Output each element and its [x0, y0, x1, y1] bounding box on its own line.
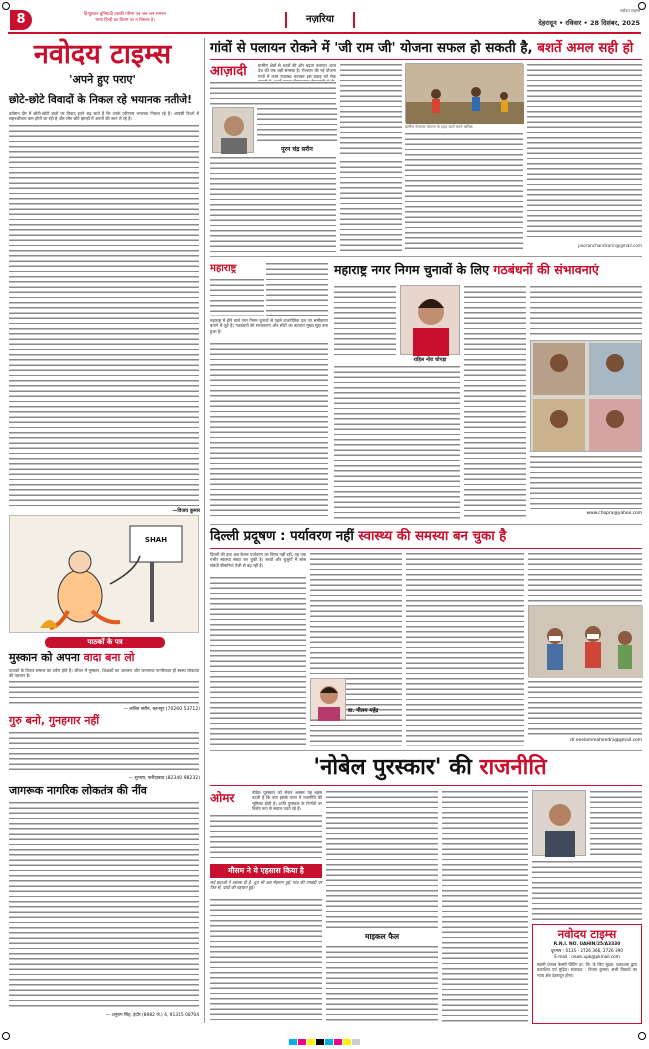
maha-photo-grid: [530, 340, 642, 452]
lead-col-1b: [257, 107, 337, 143]
delhi-photo-scene: [529, 606, 643, 678]
maha-email: www.chopra@yahoo.com: [586, 511, 642, 516]
color-swatch: [316, 1039, 324, 1045]
nobel-col-4a: [590, 790, 642, 856]
delhi-email: dr.neelammahendra@gmail.com: [570, 738, 642, 743]
column-divider: [204, 38, 205, 1023]
nobel-photo: [532, 790, 586, 856]
letter-1-byline: — ललित सरीन, कानपुर (70260 53712): [123, 707, 200, 712]
color-swatch: [298, 1039, 306, 1045]
lead-photo-caption: ग्रामीण रोजगार योजना के तहत कार्य करते श्रमिक: [405, 124, 473, 129]
imprint-rni: R.N.I. NO. UAHIN/25/A3330: [553, 942, 621, 947]
nobel-col-4b: [532, 860, 642, 920]
delhi-title: [210, 528, 642, 546]
paper-name-small: नवोदय टाइम्स: [619, 8, 640, 13]
letter-2-title: गुरु बनो, गुनहगार नहीं: [9, 714, 100, 727]
delhi-title-highlight: स्वास्थ्य की समस्या बन चुका है: [358, 529, 507, 544]
imprint-box: [532, 924, 642, 1024]
letters-section-label: पाठकों के पत्र: [45, 637, 165, 648]
poem-title: मौसम ने ये एहसास किया है: [210, 864, 322, 878]
nobel-intro: नोबेल पुरस्कार को लेकर अक्सर यह बहस उठती है कि क्या इसके चयन में राजनीति की भूमिका होती है। शांति पुरस्कार के निर्णयों पर विशेष रूप से सवाल उठते रहे हैं।: [252, 790, 322, 811]
maha-col-1b: [210, 278, 264, 316]
lead-photo: [405, 63, 523, 123]
author-portrait: [401, 286, 461, 356]
delhi-col-3: [406, 552, 524, 746]
nobel-title-text: 'नोबेल पुरस्कार' की राजनीति: [313, 755, 547, 780]
editorial-cartoon: [9, 515, 199, 633]
lead-col-3: [405, 132, 523, 252]
maha-title: [334, 262, 642, 278]
imprint-details: स्वामी पंजाब केसरी प्रिंटिंग प्रा. लि. के लिए मुद्रक, प्रकाशक द्वारा प्रकाशित एवं मुद्रित। संपादक : विजय कुमार। सभी विवादों का न्याय क्षेत्र देहरादून होगा।: [537, 962, 637, 978]
letter-3-byline: — अनुराग सिंह, इंदौर (8982 जे.) 4, 91315 08704: [105, 1013, 199, 1018]
delhi-col-4b: [528, 680, 642, 736]
lead-author: पूरन चंद्र सरीन: [281, 146, 313, 153]
maha-col-1a: [266, 262, 328, 316]
letter-2-byline: — सुभाष, फरीदाबाद (82340 98232): [128, 776, 200, 781]
tagline-line-1: हिन्दुस्तान बुनियादी उसकी गरिमा एवं जन-जन सम्मान: [83, 12, 167, 17]
lead-intro: ग्रामीण क्षेत्रों से शहरों की ओर बढ़ता पलायन आज देश की एक बड़ी समस्या है। रोजगार की नई योजना गांवों में काम उपलब्ध कराकर इस प्रवाह को रोक: [258, 63, 336, 79]
letter-1-title: [9, 651, 199, 665]
delhi-title-text: दिल्ली प्रदूषण : पर्यावरण नहीं स्वास्थ्य की समस्या बन चुका है: [210, 529, 507, 544]
lead-col-1a: [210, 81, 336, 105]
author-portrait: [311, 679, 347, 721]
lead-col-1c: [210, 156, 336, 252]
lead-title-rule: [210, 59, 642, 60]
poem-lines: [210, 898, 322, 1023]
nobel-kicker: ओमर: [210, 791, 235, 805]
lead-title-text: गांवों से पलायन रोकने में 'जी राम जी' योजना सफल हो सकती है, बशर्ते अमल सही हो: [210, 41, 634, 56]
editorial-text-block: [9, 124, 199, 507]
masthead-tagline: [40, 12, 210, 24]
lead-photo-scene: [406, 64, 524, 124]
maha-col-2b: [334, 365, 460, 520]
imprint-brand: नवोदय टाइम्स: [557, 927, 617, 941]
color-swatch: [352, 1039, 360, 1045]
letter-3-text: [9, 801, 199, 1010]
section-label: [285, 12, 355, 28]
color-swatch: [343, 1039, 351, 1045]
letter-2-text: [9, 731, 199, 773]
nobel-portrait: [533, 791, 587, 857]
color-swatch: [334, 1039, 342, 1045]
section-rule: [210, 256, 642, 257]
masthead-rule: [8, 32, 641, 34]
maha-col-2: [334, 285, 396, 355]
lead-col-4: [527, 63, 642, 239]
editorial-byline: —विजय कुमार: [172, 508, 200, 514]
maha-kicker: महाराष्ट्र: [210, 263, 237, 274]
editorial-title: छोटे-छोटे विवादों के निकल रहे भयानक नतीजे!: [9, 94, 192, 106]
nobel-col-1a: [210, 814, 322, 862]
maha-col-1c: [210, 342, 328, 520]
letter-1-title-highlight: वादा बना लो: [83, 651, 135, 664]
maha-col-4a: [530, 285, 642, 337]
delhi-photo: [528, 605, 642, 677]
delhi-author: डा. नीलम महेंद्र: [348, 708, 379, 714]
nobel-title-highlight: राजनीति: [479, 755, 547, 780]
nobel-col-3: [442, 790, 528, 1023]
lead-kicker: आज़ादी: [210, 64, 247, 79]
nobel-title-rule: [210, 785, 642, 786]
letter-1-title-text: मुस्कान को अपना वादा बना लो: [9, 651, 135, 664]
lead-title-highlight: बशर्ते अमल सही हो: [537, 41, 634, 56]
maha-intro: महाराष्ट्र में होने वाले नगर निगम चुनावों से पहले राजनीतिक दल नए समीकरण बनाने में जुटे हैं। गठबंधनों की संभावनाएं और सीटों का बंटवारा मुख्य मुद्दा बना हुआ है।: [210, 318, 328, 334]
nobel-title: [230, 754, 630, 782]
imprint-email: E-mail : news.upk@pkmail.com: [554, 954, 620, 959]
page-number: [10, 10, 32, 30]
editorial-brand: नवोदय टाइम्स: [33, 39, 172, 70]
color-calibration-bar: [8, 1030, 641, 1038]
imprint-phones: दूरभाष : 0135 - 2726 366, 2726 390: [551, 948, 623, 953]
maha-photos: [531, 341, 643, 453]
tagline-line-2: भाषा हिन्दी का विराम पर न विस्तार है।: [95, 18, 155, 23]
author-photo-mahendra: [310, 678, 346, 720]
lead-col-2: [340, 63, 402, 158]
color-swatch: [307, 1039, 315, 1045]
letters-body: पाठकों के विचार समाज का दर्पण होते हैं। जीवन में मुस्कान, शिक्षकों का आचरण और जागरूक नागरिकता ही स्वस्थ लोकतंत्र की पहचान है।: [9, 668, 199, 679]
maha-col-3: [464, 285, 526, 520]
letter-1-text: [9, 680, 199, 704]
maha-title-highlight: गठबंधनों की संभावनाएं: [493, 262, 599, 277]
delhi-col-1: [210, 576, 306, 746]
color-swatch: [289, 1039, 297, 1045]
delhi-title-rule: [210, 548, 642, 549]
lead-email: pooranchandsarin@gmail.com: [578, 243, 642, 248]
author-portrait: [213, 108, 255, 154]
author-photo-saran: [212, 107, 254, 153]
delhi-intro: दिल्ली की हवा अब केवल पर्यावरण का विषय नहीं रही, यह एक गंभीर स्वास्थ्य संकट बन चुकी है। बच्चों और बुजुर्गों में सांस संबंधी बीमारियां तेजी से बढ़ रही हैं।: [210, 552, 306, 568]
registration-mark: [2, 2, 10, 10]
letter-3-title: जागरूक नागरिक लोकतंत्र की नींव: [9, 784, 147, 797]
section-text: नज़रिया: [305, 14, 335, 25]
poem-body: सर्द हवाओं ने दस्तक दी है, धूप भी अब मेहमान हुई, गांव की पगडंडी पर फिर से, यादों की पहचान हुई।: [210, 880, 322, 891]
maha-col-4b: [530, 455, 642, 509]
editorial-body: वर्तमान दौर में छोटी-छोटी बातों पर विवाद इतने बढ़ जाते हैं कि उनके परिणाम भयानक निकल रहे हैं। आपसी रिश्तों में सहनशीलता कम होती जा रही है और लोग छोटे झगड़ों में अपनों की जान ले रहे हैं।: [9, 111, 199, 122]
cartoon-sign-text: SHAH: [144, 536, 168, 544]
nobel-col-2b: [326, 945, 438, 1023]
nobel-author: माइकल फैल: [365, 932, 399, 941]
section-rule: [210, 750, 642, 751]
maha-title-text: महाराष्ट्र नगर निगम चुनावों के लिए गठबंधनों की संभावनाएं: [334, 262, 599, 277]
section-rule: [210, 524, 642, 525]
page-number-text: 8: [16, 12, 26, 27]
maha-author: राहिल नोरा चोपड़ा: [413, 357, 447, 363]
color-swatch: [325, 1039, 333, 1045]
cartoon-illustration: [10, 516, 200, 634]
dateline: देहरादून • रविवार • 28 दिसंबर, 2025: [538, 19, 640, 27]
editorial-tagline: 'अपने हुए पराए': [69, 73, 136, 86]
lead-title: [210, 40, 642, 57]
lead-col-2b: [340, 160, 402, 252]
author-photo-chopra: [400, 285, 460, 355]
nobel-col-2: [326, 790, 438, 930]
delhi-col-4a: [528, 552, 642, 602]
